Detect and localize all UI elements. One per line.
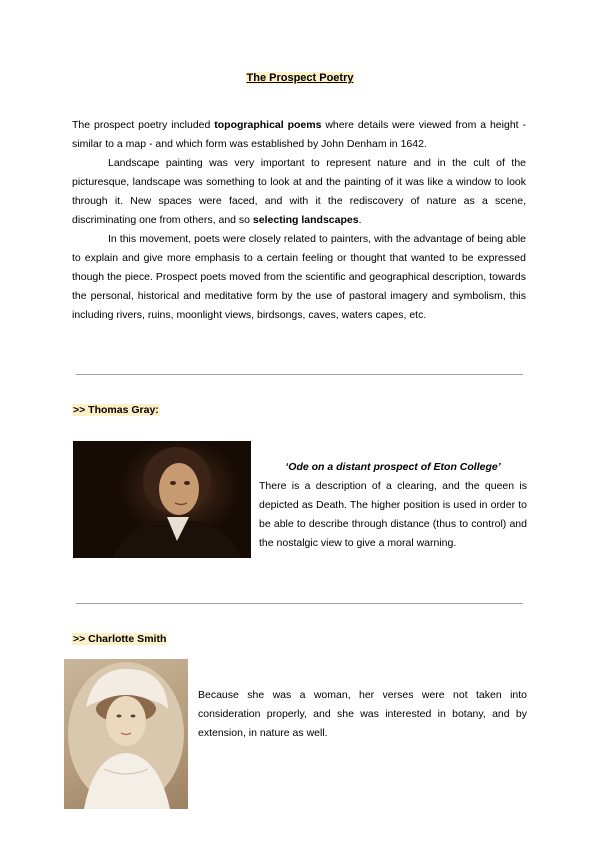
thomas-gray-portrait (73, 441, 251, 558)
section-divider-1 (76, 374, 523, 375)
intro-section (72, 116, 526, 325)
charlotte-smith-heading: >> Charlotte Smith (73, 633, 167, 645)
intro-paragraph-3: In this movement, poets were closely related to painters, with the advantage of being able to explain and give more emphasis to a certain feeling or thought that wanted to be expressed though the piece. Prospect poets moved from the scientific and geographical description, towards the personal, historical and meditative form by the use of pastoral imagery and symbolism, this including rivers, ruins, moonlight views, birdsongs, caves, waters capes, etc. (72, 233, 526, 321)
intro-paragraph-2 (72, 154, 526, 230)
charlotte-smith-description (198, 686, 527, 743)
intro-p1-text-c: where details were viewed from a height - similar to a map - and which form was established by John Denham in 1642. (72, 119, 526, 150)
charlotte-smith-text: Because she was a woman, her verses were not taken into consideration properly, and she was interested in botany, and by extension, in nature as well. (198, 689, 527, 739)
intro-p2-text-a: Landscape painting was very important to represent nature and in the cult of the picturesque, landscape was something to look at and the painting of it was like a window to look through it. New spaces were faced, and with it the rediscovery of nature as a scene, discriminating one from others, and so (72, 157, 526, 226)
thomas-gray-heading: >> Thomas Gray: (73, 404, 159, 416)
page-title (0, 72, 600, 84)
intro-p1-bold: topographical poems (214, 119, 322, 131)
intro-p2-text-c: . (358, 214, 362, 226)
thomas-gray-portrait-drawing (73, 441, 251, 558)
ode-text: There is a description of a clearing, and the queen is depicted as Death. The higher position is used in order to be able to describe through distance (thus to control) and the nostalgic view to give a moral warning. (259, 480, 527, 549)
ode-description (259, 458, 527, 553)
page-title-text: The Prospect Poetry (246, 72, 354, 84)
intro-p2-bold: selecting landscapes (252, 214, 359, 226)
charlotte-smith-portrait (64, 659, 188, 809)
intro-paragraph-1 (72, 116, 526, 154)
ode-title: ‘Ode on a distant prospect of Eton College’ (285, 461, 501, 473)
intro-p1-text-a: The prospect poetry included (72, 119, 215, 131)
charlotte-smith-portrait-drawing (64, 659, 188, 809)
section-divider-2 (76, 603, 523, 604)
